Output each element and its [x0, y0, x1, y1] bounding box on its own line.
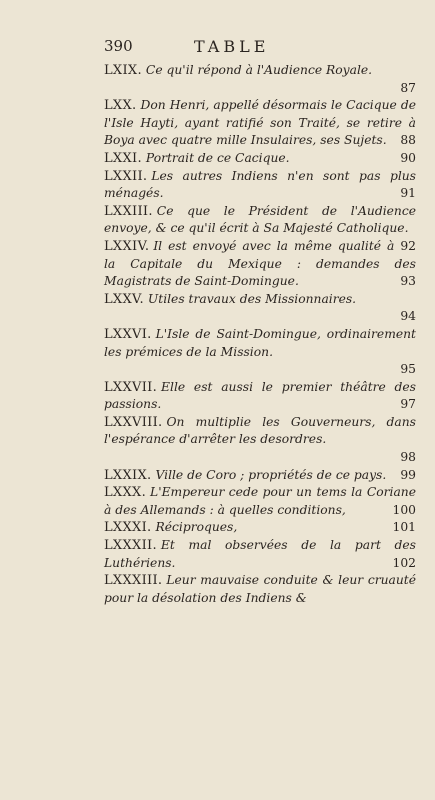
entry-number: LXXVII.: [104, 379, 158, 395]
entry-text: Et mal observées de la part des Luthériens.: [104, 538, 416, 570]
entry-number: LXXVI.: [104, 326, 152, 342]
entry-number: LXXXII.: [104, 538, 157, 554]
entry-page: 92: [400, 238, 416, 253]
entry-text: Don Henri, appellé désormais le Cacique de l'Isle Hayti, ayant ratifié son Traité, se retire à Boya avec quatre mille Insulaires, ses Sujets.: [104, 98, 416, 148]
entry-number: LXX.: [104, 98, 137, 114]
entry-text: Portrait de ce Cacique.: [145, 150, 290, 165]
entry-page: 95: [400, 362, 416, 377]
entry-text: Utiles travaux des Missionnaires.: [147, 291, 357, 306]
entry-text: Elle est aussi le premier théâtre des passions.: [104, 379, 416, 412]
running-title: TABLE: [194, 37, 270, 56]
toc-entry: [104, 326, 416, 379]
entry-page: 97: [400, 397, 416, 412]
entry-text: Réciproques,: [155, 520, 238, 535]
entry-text: On multiplie les Gouverneurs, dans l'espérance d'arrêter les desordres.: [104, 414, 416, 447]
entry-page: 88: [400, 133, 416, 148]
toc-entry: [104, 467, 416, 485]
entry-text: Ville de Coro ; propriétés de ce pays.: [155, 467, 387, 482]
entry-number: LXXIX.: [104, 467, 152, 483]
entry-page: 90: [400, 150, 416, 165]
entry-text: L'Empereur cede pour un tems la Coriane à des Allemands : à quelles conditions,: [104, 485, 416, 517]
entry-page: 101: [392, 520, 416, 535]
entry-page: 94: [400, 309, 416, 324]
entry-text: Ce qu'il répond à l'Audience Royale.: [145, 63, 373, 77]
entry-number: LXXXIII.: [104, 573, 163, 589]
toc-entry: [104, 97, 416, 150]
toc-entry: [104, 168, 416, 203]
entry-number: LXXV.: [104, 291, 144, 307]
entry-text: Leur mauvaise conduite & leur cruauté pour la désolation des Indiens &: [104, 573, 416, 605]
entry-number: LXIX.: [104, 63, 142, 78]
toc-entry: [104, 414, 416, 467]
entry-page: 99: [400, 467, 416, 482]
page-number: 390: [104, 37, 133, 55]
page-header: [104, 37, 416, 57]
table-of-contents: [104, 62, 416, 607]
entry-text: Les autres Indiens n'en sont pas plus ménagés.: [104, 168, 416, 201]
entry-text: Il est envoyé avec la même qualité à la Capitale du Mexique : demandes des Magistrats de Saint-Domingue.: [104, 238, 416, 289]
toc-entry: [104, 379, 416, 414]
entry-text: Ce que le Président de l'Audience envoye, & ce qu'il écrit à Sa Majesté Catholique.: [104, 203, 416, 236]
toc-entry: [104, 519, 416, 537]
entry-page: 91: [400, 186, 416, 201]
toc-entry: [104, 572, 416, 607]
entry-page: 100: [392, 502, 416, 517]
entry-page: 102: [392, 555, 416, 570]
entry-number: LXXIV.: [104, 238, 150, 254]
entry-text: L'Isle de Saint-Domingue, ordinairement les prémices de la Mission.: [104, 326, 416, 359]
entry-page: 93: [400, 274, 416, 289]
toc-entry: [104, 291, 416, 326]
entry-number: LXXVIII.: [104, 414, 163, 430]
toc-entry: [104, 484, 416, 519]
entry-number: LXXI.: [104, 150, 142, 166]
entry-page: 87: [400, 80, 416, 95]
toc-entry: [104, 62, 416, 97]
entry-number: LXXXI.: [104, 520, 152, 536]
entry-number: LXXII.: [104, 168, 148, 184]
toc-entry: [104, 537, 416, 572]
entry-number: LXXIII.: [104, 203, 153, 219]
toc-entry: [104, 150, 416, 168]
entry-page: 98: [400, 450, 416, 465]
toc-entry: [104, 238, 416, 291]
entry-number: LXXX.: [104, 485, 147, 501]
